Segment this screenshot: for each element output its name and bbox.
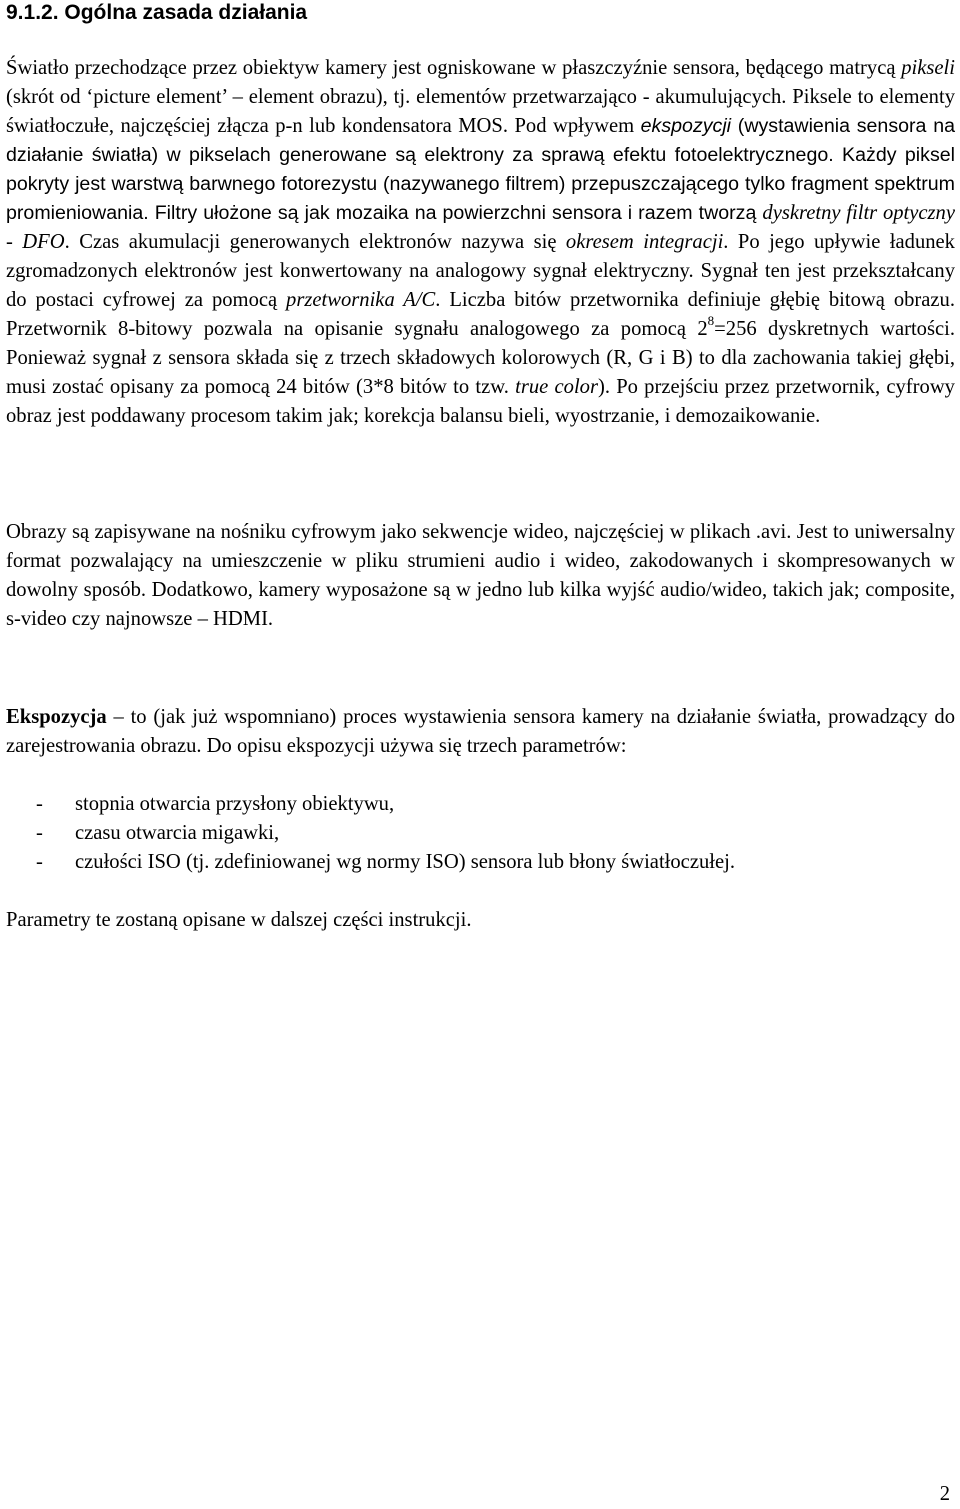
- term-ekspozycji: ekspozycji: [640, 115, 732, 137]
- paragraph-exposure: [6, 703, 955, 761]
- list-item: [6, 819, 735, 848]
- term-dfo: dyskretny filtr optyczny - DFO: [6, 202, 955, 253]
- term-przetwornik: przetwornika A/C: [286, 289, 436, 311]
- list-item-text: czasu otwarcia migawki,: [75, 822, 280, 844]
- text-run: Światło przechodzące przez obiektyw kamery jest ogniskowane w płaszczyźnie sensora, będącego matrycą: [6, 57, 902, 79]
- paragraph-closing: Parametry te zostaną opisane w dalszej części instrukcji.: [6, 909, 472, 931]
- exponent: 8: [707, 313, 715, 329]
- text-run: . Po jego upływie ładunek zgromadzonych elektronów jest konwertowany na analogowy sygnał elektryczny. Sygnał ten jest przekształcany do postaci cyfrowej za pomocą: [6, 231, 955, 311]
- paragraph-principle: [6, 54, 955, 431]
- list-item-text: stopnia otwarcia przysłony obiektywu,: [75, 793, 395, 815]
- text-run: – to (jak już wspomniano) proces wystawienia sensora kamery na działanie światła, prowadzący do zarejestrowania obrazu. Do opisu ekspozycji używa się trzech parametrów:: [6, 706, 955, 757]
- page-number: 2: [939, 1483, 950, 1505]
- text-run: (wystawienia sensora na działanie światła) w pikselach generowane są elektrony za sprawą efektu fotoelektrycznego. Każdy piksel pokryty jest warstwą barwnego fotorezystu (nazywanego filtrem) przepuszczającego tylko fragment spektrum promieniowania. Filtry ułożone są jak mozaika na powierzchni sensora i razem tworzą: [6, 115, 955, 224]
- text-run: ). Po przejściu przez przetwornik, cyfrowy obraz jest poddawany procesom takim jak; korekcja balansu bieli, wyostrzanie, i demozaikowanie.: [6, 376, 955, 427]
- parameter-list: [6, 790, 735, 877]
- list-bullet: -: [36, 793, 43, 815]
- section-heading: 9.1.2. Ogólna zasada działania: [6, 1, 308, 24]
- list-item: [6, 848, 735, 877]
- term-okres-integracji: okresem integracji: [565, 231, 724, 253]
- list-item: [6, 790, 735, 819]
- list-bullet: -: [36, 851, 43, 873]
- text-run: . Liczba bitów przetwornika definiuje głębię bitową obrazu. Przetwornik 8-bitowy pozwala na opisanie sygnału analogowego za pomocą 2: [6, 289, 955, 340]
- text-run: (skrót od ‘picture element’ – element obrazu), tj. elementów przetwarzająco - akumulujących. Piksele to elementy światłoczułe, najczęściej złącza p-n lub kondensatora MOS. Pod wpływem: [6, 86, 955, 137]
- text-run: =256 dyskretnych wartości. Ponieważ sygnał z sensora składa się z trzech składowych kolorowych (R, G i B) to dla zachowania takiej głębi, musi zostać opisany za pomocą 24 bitów (3*8 bitów to tzw.: [6, 318, 955, 398]
- list-item-text: czułości ISO (tj. zdefiniowanej wg normy ISO) sensora lub błony światłoczułej.: [75, 851, 735, 873]
- list-bullet: -: [36, 822, 43, 844]
- paragraph-storage: Obrazy są zapisywane na nośniku cyfrowym jako sekwencje wideo, najczęściej w plikach .avi. Jest to uniwersalny format pozwalający na umieszczenie w pliku strumieni audio i wideo, zakodowanych i skompresowanych w dowolny sposób. Dodatkowo, kamery wyposażone są w jedno lub kilka wyjść audio/wideo, takich jak; composite, s-video czy najnowsze – HDMI.: [6, 521, 955, 630]
- term-true-color: true color: [515, 376, 598, 398]
- term-ekspozycja: Ekspozycja: [6, 706, 107, 728]
- text-run: . Czas akumulacji generowanych elektronów nazywa się: [64, 231, 566, 253]
- term-pikseli: pikseli: [901, 57, 955, 79]
